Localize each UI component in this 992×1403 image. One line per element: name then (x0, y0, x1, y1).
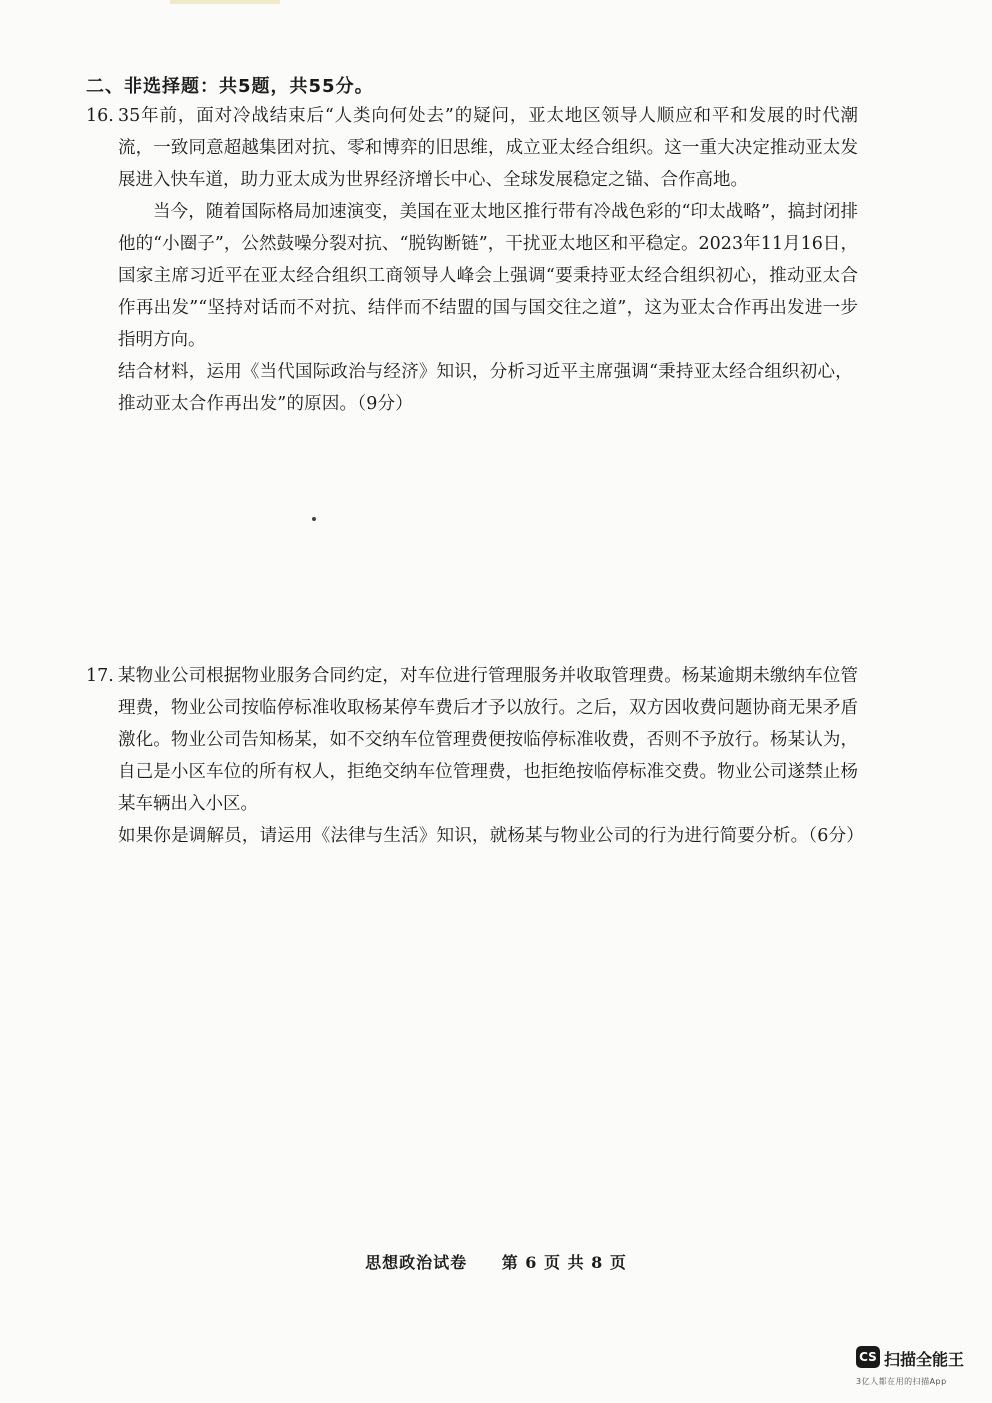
section-title: 二、非选择题：共5题，共55分。 (86, 76, 374, 97)
scan-speck (312, 517, 316, 521)
question-prompt: 结合材料，运用《当代国际政治与经济》知识，分析习近平主席强调“秉持亚太经合组织初心，推动亚太合作再出发”的原因。（9分） (118, 362, 853, 414)
footer-subject: 思想政治试卷 (365, 1253, 468, 1272)
scanner-watermark (856, 1346, 976, 1394)
question-17 (86, 660, 864, 852)
question-material: 当今，随着国际格局加速演变，美国在亚太地区推行带有冷战色彩的“印太战略”，搞封闭排他的“小圈子”，公然鼓噪分裂对抗、“脱钩断链”，干扰亚太地区和平稳定。2023年11月16日，国家主席习近平在亚太经合组织工商领导人峰会上强调“要秉持亚太经合组织初心，推动亚太合作再出发”“坚持对话而不对抗、结伴而不结盟的国与国交往之道”，这为亚太合作再出发进一步指明方向。 (118, 202, 858, 350)
watermark-tagline: 3亿人都在用的扫描App (856, 1377, 947, 1386)
question-16 (86, 100, 858, 420)
page-footer (0, 1250, 992, 1273)
camscanner-logo-icon: CS (856, 1346, 880, 1368)
watermark-brand: 扫描全能王 (884, 1350, 965, 1369)
scan-artifact (170, 0, 280, 4)
footer-page-number: 第 6 页 共 8 页 (501, 1253, 627, 1272)
question-number: 17. (86, 666, 114, 686)
question-material: 某物业公司根据物业服务合同约定，对车位进行管理服务并收取管理费。杨某逾期未缴纳车位管理费，物业公司按临停标准收取杨某停车费后才予以放行。之后，双方因收费问题协商无果矛盾激化。物业公司告知杨某，如不交纳车位管理费便按临停标准收费，否则不予放行。杨某认为，自己是小区车位的所有权人，拒绝交纳车位管理费，也拒绝按临停标准交费。物业公司遂禁止杨某车辆出入小区。 (118, 666, 858, 814)
question-material: 35年前，面对冷战结束后“人类向何处去”的疑问，亚太地区领导人顺应和平和发展的时代潮流，一致同意超越集团对抗、零和博弈的旧思维，成立亚太经合组织。这一重大决定推动亚太发展进入快车道，助力亚太成为世界经济增长中心、全球发展稳定之锚、合作高地。 (118, 106, 858, 190)
question-number: 16. (86, 106, 114, 126)
question-prompt: 如果你是调解员，请运用《法律与生活》知识，就杨某与物业公司的行为进行简要分析。（6分） (118, 826, 864, 846)
